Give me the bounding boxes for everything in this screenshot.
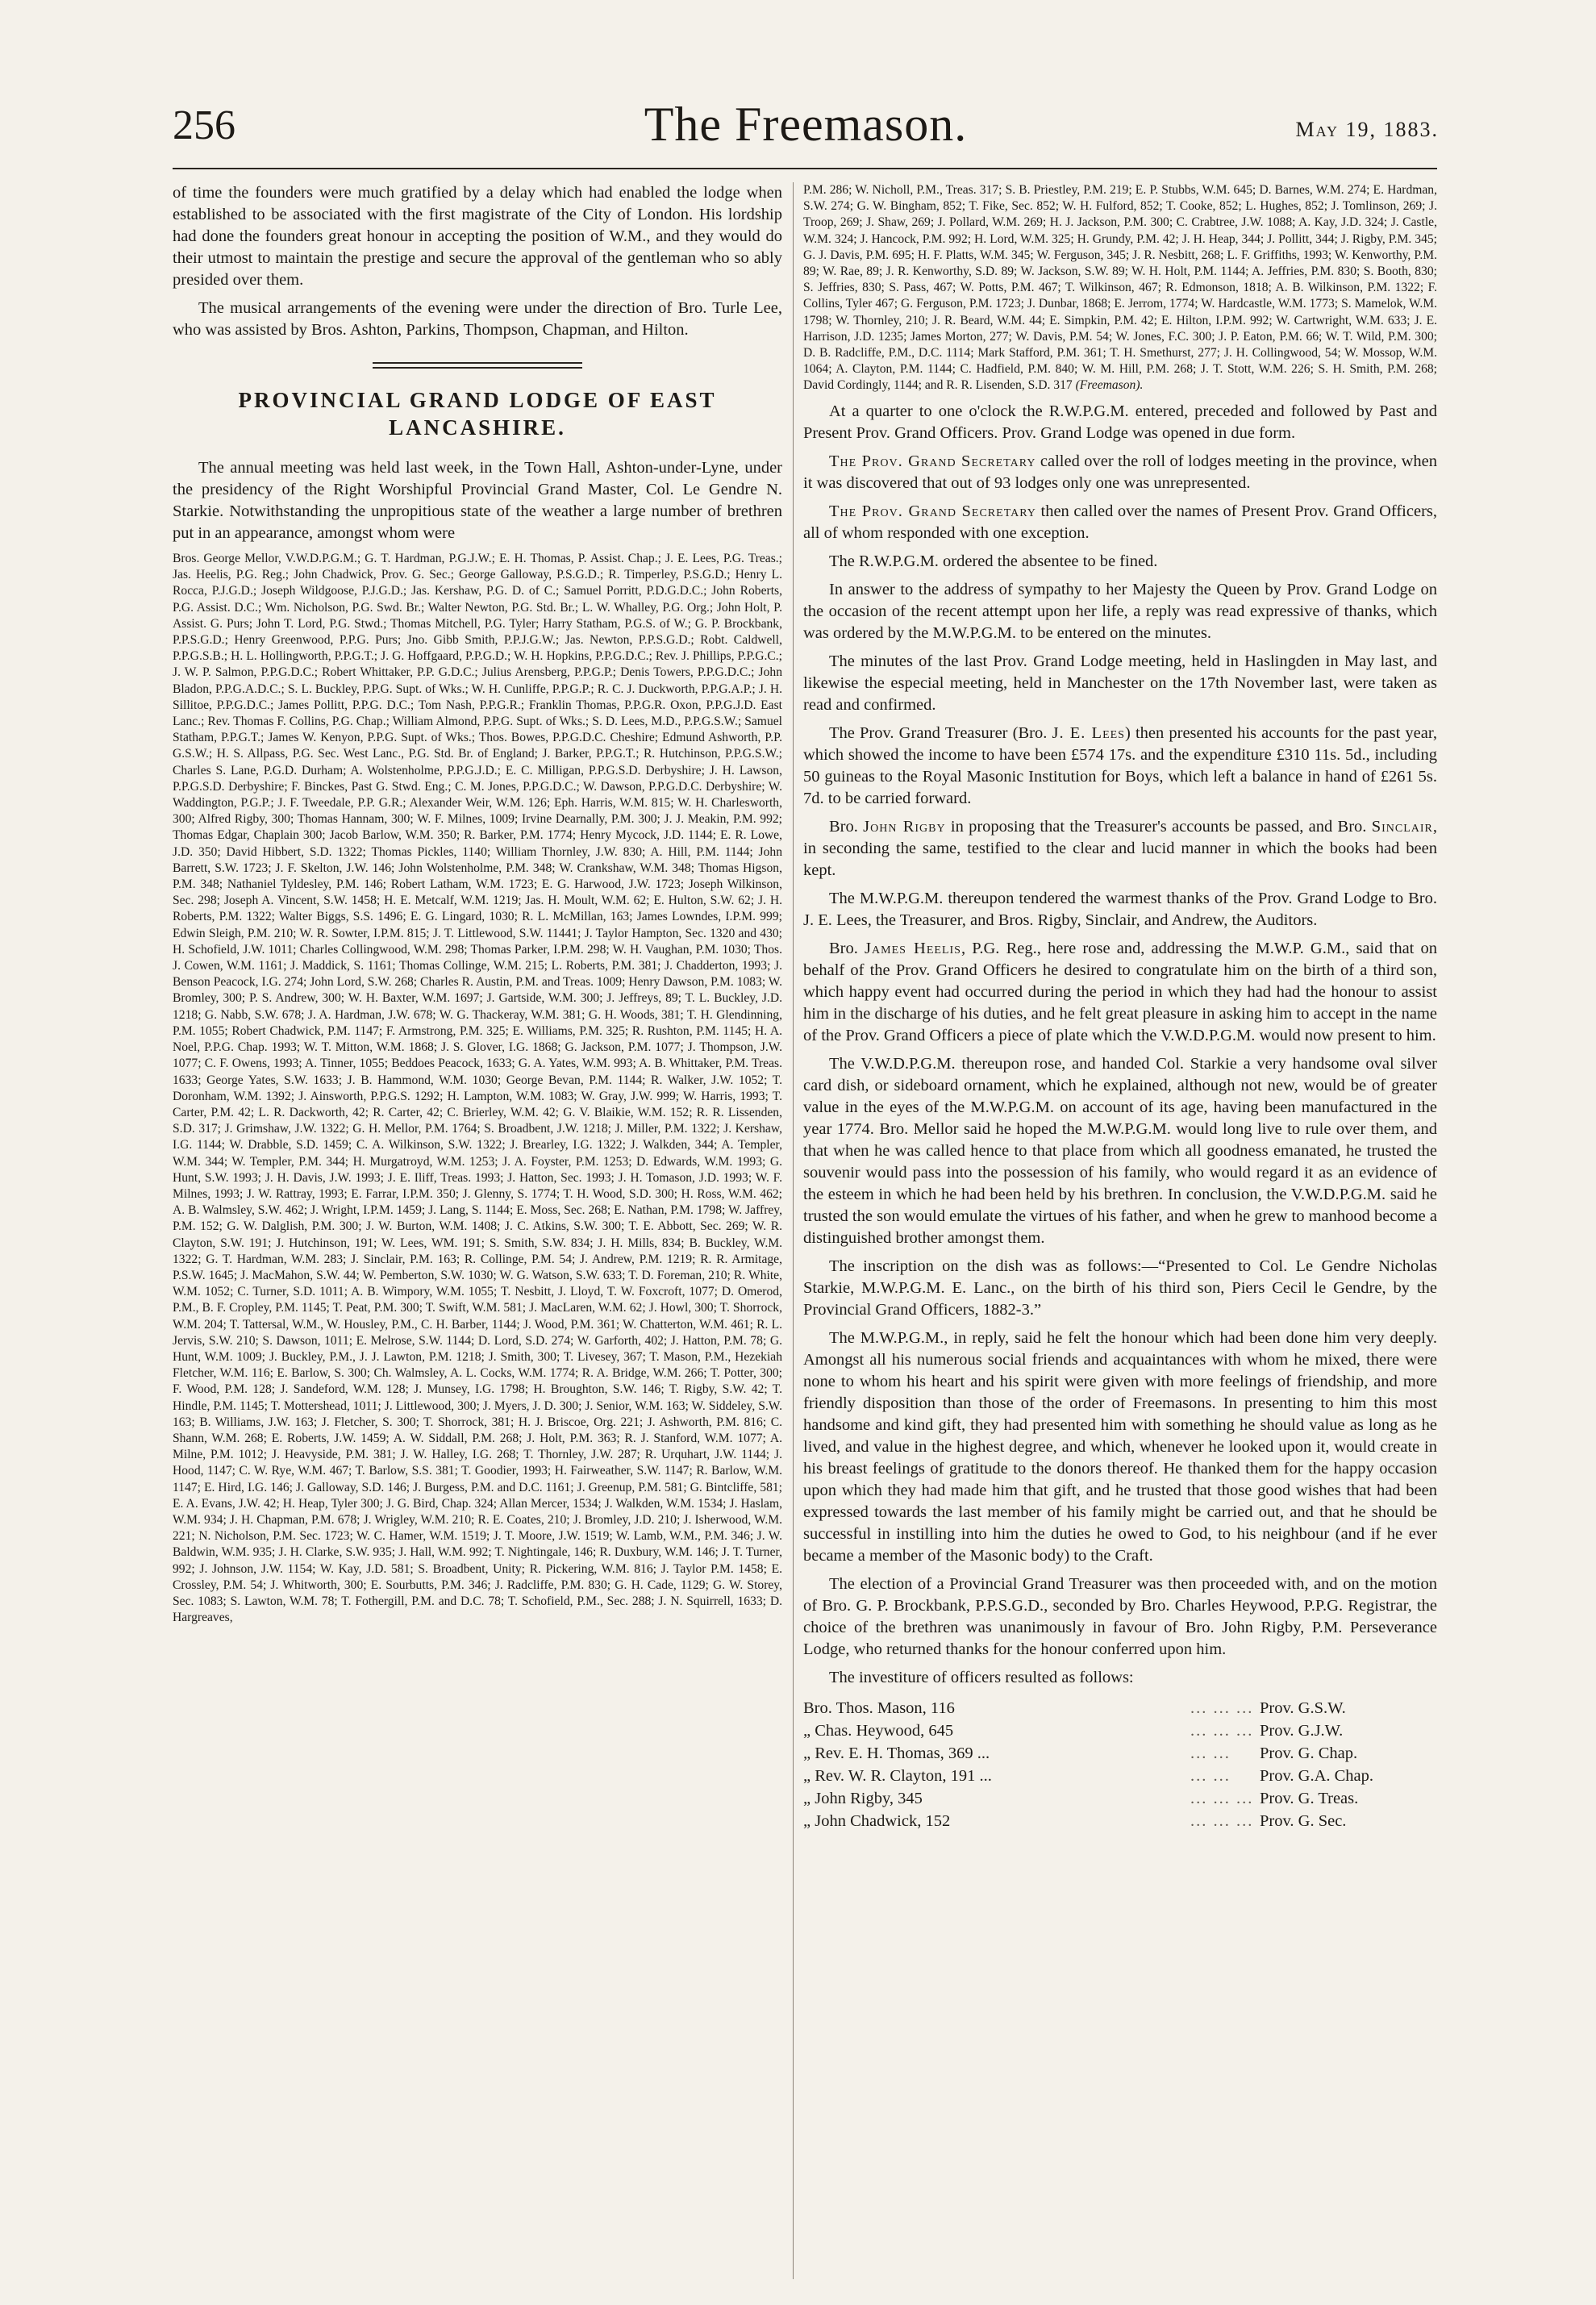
- attendance-list-text: Bros. George Mellor, V.W.D.P.G.M.; G. T. Hardman, P.G.J.W.; E. H. Thomas, P. Assist. Chap.; J. E. Lees, P.G. Treas.; Jas. Heelis, P.G. Reg.; John Chadwick, Prov. G. Sec.; George Galloway, P.S.G.D.; R. Timperley, P.S.G.D.; Henry L. Rocca, P.J.G.D.; Joseph Wildgoose, P.J.G.D.; Jas. Kershaw, P.G. D. of C.; Samuel Porritt, P.D.G.D.C.; John Roberts, P.G. Assist. D.C.; Wm. Nicholson, P.G. Swd. Br.; Walter Newton, P.G. Std. Br.; L. W. Whalley, P.G. Org.; John Holt, P. Assist. G. Purs; John T. Lord, P.G. Stwd.; Thomas Mitchell, P.G. Tyler; Harry Statham, P.G.S. of W.; G. P. Brockbank, P.P.S.G.D.; Henry Greenwood, P.P.G. Purs; Jno. Gibb Smith, P.P.J.G.W.; Jas. Newton, P.P.S.G.D.; Robt. Caldwell, P.P.G.S.B.; H. L. Hollingworth, P.P.G.T.; J. G. Hoffgaard, P.P.G.D.; W. H. Hopkins, P.P.G.D.C.; Rev. J. Phillips, P.P.G.C.; J. W. P. Salmon, P.P.G.D.C.; Robert Whittaker, P.P. G.D.C.; Julius Arensberg, P.P.G.P.; Denis Towers, P.P.G.D.C.; John Bladon, P.P.G.A.D.C.; S. L. Buckley, P.P.G. Supt. of Wks.; W. H. Cunliffe, P.P.G.P.; R. C. J. Duckworth, P.P.G.A.P.; J. H. Sillitoe, P.P.G.D.C.; James Pollitt, P.P.G. D.C.; Tom Nash, P.P.G.R.; Franklin Thomas, P.P.G.R. Oxon, P.P.G.J.D. East Lanc.; Rev. Thomas F. Collins, P.G. Chap.; William Almond, P.P.G. Supt. of Wks.; S. D. Lees, M.D., P.P.G.S.W.; Samuel Statham, P.P.G.T.; James W. Kenyon, P.P.G. Supt. of Wks.; Thos. Bowes, P.P.G.D.C. Cheshire; Edmund Ashworth, P.P. G.S.W.; H. S. Allpass, P.G. Sec. West Lanc., P.G. Std. Br. of England; J. Barker, P.P.G.T.; R. Hutchinson, P.P.G.S.W.; Charles S. Lane, P.G.D. Durham; A. Wolstenholme, P.P.G.J.D.; E. C. Milligan, P.P.G.S.D. Derbyshire; J. H. Lawson, P.P.G.S.D. Derbyshire; F. Binckes, Past G. Stwd. Eng.; C. M. Jones, P.P.G.D.C.; W. Dawson, P.P.G.D.C. Derbyshire; W. Waddington, P.G.P.; J. F. Tweedale, P.P. G.R.; Alexander Weir, W.M. 126; Eph. Harris, W.M. 815; W. H. Charlesworth, 300; Alfred Rigby, 300; Thomas Hannam, 300; W. F. Milnes, 1009; Irvine Dearnally, P.M. 300; J. J. Meakin, P.M. 992; Thomas Edgar, Chaplain 300; Jacob Barlow, W.M. 350; R. Barker, P.M. 1774; Henry Mycock, J.D. 1144; E. R. Lowe, J.D. 350; David Hibbert, S.D. 1322; Thomas Pickles, 1140; William Thornley, J.W. 830; A. Hill, P.M. 1144; John Barrett, S.W. 1723; J. F. Skelton, J.W. 146; John Wolstenholme, P.M. 348; W. Crankshaw, W.M. 348; Thomas Higson, P.M. 348; Nathaniel Tyldesley, P.M. 146; Robert Latham, W.M. 1723; E. G. Harwood, J.W. 1723; Joseph Wilkinson, Sec. 298; Joseph A. Vincent, S.W. 1458; H. E. Metcalf, W.M. 1219; Jas. H. Moult, W.M. 62; E. Hulton, S.W. 62; J. H. Roberts, P.M. 1322; Walter Biggs, S.S. 1496; E. G. Lingard, 1030; R. L. McMillan, 163; James Lowndes, I.P.M. 999; Edwin Sleigh, P.M. 210; W. R. Sowter, I.P.M. 815; J. T. Littlewood, S.W. 11441; J. Taylor Hampton, Sec. 1320 and 430; H. Schofield, J.W. 1011; Charles Collingwood, W.M. 298; Thomas Parker, I.P.M. 298; W. H. Vaughan, P.M. 1030; Thos. J. Cowen, W.M. 1161; J. Maddick, S. 1161; Thomas Collinge, W.M. 215; L. Roberts, P.M. 381; J. Chadderton, 1993; J. Benson Peacock, I.G. 274; John Lord, S.W. 268; Charles R. Austin, P.M. and Treas. 1009; Henry Dawson, P.M. 1083; W. Bromley, 300; P. S. Andrew, 300; W. H. Baxter, W.M. 1697; J. Gartside, W.M. 300; J. Jeffreys, 89; T. L. Buckley, J.D. 1218; G. Nabb, S.W. 678; J. A. Hardman, J.W. 678; W. G. Thackeray, W.M. 381; G. H. Woods, 381; T. H. Glendinning, P.M. 1055; Robert Chadwick, P.M. 1147; F. Armstrong, P.M. 325; E. Williams, P.M. 325; R. Rushton, P.M. 1145; H. A. Noel, P.P.G. Chap. 1993; W. T. Mitton, W.M. 1868; J. S. Glover, I.G. 1868; G. Jackson, P.M. 1077; J. Thompson, J.W. 1077; C. F. Owens, 1993; A. Tinner, 1055; Beddoes Peacock, 1633; G. A. Yates, W.M. 993; A. B. Whittaker, P.M. Treas. 1633; George Yates, S.W. 1633; J. B. Hammond, W.M. 1030; George Bevan, P.M. 1144; R. Walker, J.W. 1052; T. Doronham, W.M. 1392; J. Ainsworth, P.P.G.S. 1292; H. Lampton, W.M. 1083; W. Gray, J.W. 999; W. Harris, 1993; T. Carter, P.M. 42; L. R. Dackworth, 42; R. Carter, 42; C. Brierley, W.M. 42; G. V. Blaikie, W.M. 152; R. R. Lissenden, S.D. 317; J. Grimshaw, J.W. 1322; G. H. Mellor, P.M. 1764; S. Broadbent, J.W. 1218; J. Miller, P.M. 1322; J. Kershaw, I.G. 1144; W. Drabble, S.D. 1459; C. A. Wilkinson, S.W. 1322; J. Brearley, I.G. 1322; J. Walkden, 344; A. Templer, W.M. 344; W. Templer, P.M. 344; H. Murgatroyd, W.M. 1253; J. A. Foyster, P.M. 1253; D. Edwards, W.M. 1993; G. Hunt, S.W. 1993; J. H. Davis, J.W. 1993; J. E. Iliff, Treas. 1993; J. Hatton, Sec. 1993; J. H. Tomason, J.D. 1993; W. F. Milnes, 1993; J. W. Rattray, 1993; E. Farrar, I.P.M. 350; J. Glenny, S. 1774; T. H. Wood, S.D. 300; H. Ross, W.M. 462; A. B. Walmsley, S.W. 462; J. Wright, I.P.M. 1459; J. Lang, S. 1144; E. Moss, Sec. 268; E. Nathan, P.M. 1798; W. Jaffrey, P.M. 152; G. W. Dalglish, P.M. 300; J. W. Burton, W.M. 1408; J. C. Atkins, S.W. 300; T. E. Abbott, Sec. 269; W. R. Clayton, S.W. 191; J. Hutchinson, 191; W. Lees, WM. 191; S. Smith, S.W. 834; J. H. Mills, 834; B. Buckley, W.M. 1322; G. T. Hardman, W.M. 283; J. Sinclair, P.M. 163; R. Collinge, P.M. 54; J. Andrew, P.M. 1219; R. R. Armitage, P.S.W. 1645; J. MacMahon, S.W. 44; W. Pemberton, S.W. 1030; W. G. Watson, S.W. 633; T. D. Foreman, 210; R. White, W.M. 1052; C. Turner, S.D. 1011; A. B. Wimpory, W.M. 1055; T. Nesbitt, J. Lloyd, T. W. Foxcroft, 1077; D. Omerod, P.M., B. F. Cropley, P.M. 1145; T. Peat, P.M. 300; T. Swift, W.M. 581; J. MacLaren, W.M. 62; J. Howl, 300; T. Shorrock, W.M. 204; T. Tattersal, W.M., W. Housley, P.M., C. H. Barber, 1144; J. Wood, P.M. 361; W. Chatterton, W.M. 461; R. L. Jervis, S.W. 210; S. Dawson, 1011; E. Melrose, S.W. 1144; D. Lord, S.D. 274; W. Garforth, 402; J. Hatton, P.M. 78; G. Hunt, W.M. 1009; J. Buckley, P.M., J. J. Lawton, P.M. 1218; J. Smith, 300; T. Livesey, 367; T. Mason, P.M., Hezekiah Fletcher, W.M. 116; E. Barlow, S. 300; Ch. Walmsley, A. L. Cocks, W.M. 1774; R. A. Bridge, W.M. 266; T. Potter, 300; F. Wood, P.M. 128; J. Sandeford, W.M. 128; J. Munsey, I.G. 1798; H. Broughton, S.W. 146; T. Rigby, S.W. 42; T. Hindle, P.M. 1145; T. Mottershead, 1011; J. Littlewood, 300; J. Myers, J. D. 300; J. Senior, W.M. 163; W. Siddeley, S.W. 163; B. Williams, J.W. 163; J. Fletcher, S. 300; T. Shorrock, 381; H. J. Briscoe, Org. 221; J. Ashworth, P.M. 816; C. Shann, W.M. 268; E. Roberts, J.W. 1459; A. W. Siddall, P.M. 268; J. Holt, P.M. 363; R. J. Stanford, W.M. 1077; A. Milne, P.M. 1012; J. Heavyside, P.M. 381; J. W. Halley, I.G. 268; T. Thornley, J.W. 287; R. Urquhart, J.W. 1144; J. Hood, 1147; C. W. Rye, W.M. 467; T. Barlow, S.S. 381; T. Goodier, 1993; H. Fairweather, S.W. 1147; R. Barlow, W.M. 1147; E. Hird, I.G. 146; J. Galloway, S.D. 146; J. Burgess, P.M. and D.C. 1161; J. Greenup, P.M. 581; G. Bintcliffe, 581; E. A. Evans, J.W. 42; H. Heap, Tyler 300; J. G. Bird, Chap. 324; Allan Mercer, 1534; J. Walkden, W.M. 1534; J. Haslam, W.M. 934; J. H. Chapman, P.M. 678; J. Wrigley, W.M. 210; R. E. Coates, 210; J. Bromley, J.D. 210; J. Isherwood, W.M. 221; N. Nicholson, P.M. Sec. 1723; W. C. Hamer, W.M. 1519; J. T. Moore, J.W. 1519; W. Lamb, W.M., P.M. 346; J. W. Baldwin, W.M. 935; J. H. Clarke, S.W. 935; J. Hall, W.M. 992; T. Nightingale, 146; R. Duxbury, W.M. 146; J. T. Turner, 992; J. Johnson, J.W. 1154; W. Kay, J.D. 581; S. Broadbent, Unity; R. Pickering, W.M. 816; J. Taylor P.M. 1458; E. Crossley, P.M. 54; J. Whitworth, 300; E. Sourbutts, P.M. 346; J. Radcliffe, P.M. 830; G. H. Cade, 1129; G. W. Storey, Sec. 1083; S. Lawton, W.M. 78; T. Fothergill, P.M. and D.C. 78; T. Schofield, P.M., Sec. 288; J. N. Squirrell, 1633; D. Hargreaves,: [173, 552, 782, 1625]
- roll-paragraph: [803, 451, 1437, 494]
- right-column: [803, 182, 1437, 1832]
- officer-name: „ Rev. E. H. Thomas, 369 ...: [803, 1744, 990, 1762]
- officer-row: [803, 1787, 1437, 1810]
- proceedings-text: [803, 401, 1437, 1689]
- fined-paragraph: The R.W.P.G.M. ordered the absentee to be fined.: [829, 552, 1158, 570]
- left-column: [173, 182, 782, 1626]
- officer-leader-dots: ... ... ...: [1190, 1721, 1254, 1740]
- opening-proceedings-paragraph: At a quarter to one o'clock the R.W.P.G.M. entered, preceded and followed by Past and Present Prov. Grand Officers. Prov. Grand Lodge was opened in due form.: [803, 402, 1437, 442]
- opening-text: [173, 457, 782, 544]
- column-divider: [793, 182, 794, 2279]
- officer-row: [803, 1810, 1437, 1832]
- rigby-part-b: in proposing that the Treasurer's accounts be passed, and Bro.: [945, 817, 1372, 836]
- rigby-part-c: , in seconding the same, testified to the clear and lucid manner in which the books had been kept.: [803, 817, 1437, 879]
- names-paragraph: [803, 501, 1437, 544]
- intro-text: [173, 182, 782, 341]
- officer-office: Prov. G.S.W.: [1260, 1699, 1346, 1717]
- heelis-part-a: Bro.: [829, 939, 865, 957]
- officer-row: [803, 1742, 1437, 1765]
- officer-leader-dots: ... ...: [1190, 1766, 1231, 1785]
- officer-leader-dots: ... ... ...: [1190, 1789, 1254, 1807]
- sympathy-paragraph: In answer to the address of sympathy to her Majesty the Queen by Prov. Grand Lodge on the occasion of the recent attempt upon her life, a reply was read expressive of thanks, which was ordered by the M.W.P.G.M. to be entered on the minutes.: [803, 580, 1437, 642]
- issue-date: May 19, 1883.: [1295, 118, 1439, 141]
- opening-paragraph: The annual meeting was held last week, in the Town Hall, Ashton-under-Lyne, under the presidency of the Right Worshipful Provincial Grand Master, Col. Le Gendre N. Starkie. Notwithstanding the unpropitious state of the weather a large number of brethren put in an appearance, amongst whom were: [173, 459, 782, 542]
- officer-leader-dots: ... ...: [1190, 1744, 1231, 1762]
- rigby-part-a: Bro.: [829, 817, 864, 836]
- masthead-rule: [173, 168, 1437, 169]
- rigby-paragraph: [803, 816, 1437, 882]
- thanks-paragraph: The M.W.P.G.M. thereupon tendered the warmest thanks of the Prov. Grand Lodge to Bro. J. E. Lees, the Treasurer, and Bros. Rigby, Sinclair, and Andrew, the Auditors.: [803, 889, 1437, 929]
- election-paragraph: The election of a Provincial Grand Treasurer was then proceeded with, and on the motion of Bro. G. P. Brockbank, P.P.S.G.D., seconded by Bro. Charles Heywood, P.P.G. Registrar, the choice of the brethren was unanimously in favour of Bro. John Rigby, P.M. Perseverance Lodge, who returned thanks for the honour conferred upon him.: [803, 1574, 1437, 1658]
- officer-name: „ John Chadwick, 152: [803, 1811, 951, 1830]
- names-body: then called over the names of Present Prov. Grand Officers, all of whom responded with one exception.: [803, 502, 1437, 542]
- officer-leader-dots: ... ... ...: [1190, 1699, 1254, 1717]
- roll-lead: The Prov. Grand Secretary: [829, 452, 1036, 470]
- officer-office: Prov. G.J.W.: [1260, 1721, 1344, 1740]
- reply-paragraph: The M.W.P.G.M., in reply, said he felt the honour which had been done him very deeply. Amongst all his numerous social friends and acquaintances with whom he mixed, there were none to whom his heart and his spirit were given with more feelings of friendship, and more friendly disposition than those of the order of Freemasons. In presenting to him this most handsome and kind gift, they had presented him with something he should value as long as he lived, and value in the highest degree, and which, whenever he looked upon it, would create in his breast feelings of gratitude to the donors thereof. He thanked them for the happy occasion upon which they had made him that gift, and he trusted that those good wishes that had been expressed towards the last member of his family might be carried out, and that he should be successful in instilling into him the duties he owed to God, to his neighbour (and if he ever became a member of the Masonic body) to the Craft.: [803, 1328, 1437, 1565]
- heelis-paragraph: [803, 938, 1437, 1047]
- heelis-part-b: , P.G. Reg., here rose and, addressing the M.W.P. G.M., said that on behalf of the Prov. Grand Officers he desired to congratulate him on the birth of a third son, which happy event had occurred during the period in which they had had the honour to assist him in the discharge of his duties, and he felt great pleasure in asking him to accept in the name of the Prov. Grand Officers a piece of plate which the V.W.D.P.G.M. would now present to him.: [803, 939, 1437, 1044]
- attendance-list-continued: [803, 182, 1437, 394]
- dish-paragraph: The V.W.D.P.G.M. thereupon rose, and handed Col. Starkie a very handsome oval silver card dish, or sideboard ornament, which he explained, although not new, would be of greater value in the eyes of the M.W.P.G.M. on account of its age, having been manufactured in the year 1774. Bro. Mellor said he hoped the M.W.P.G.M. would long live to rule over them, and that when he was called hence to that place from which all goodness emanated, he trusted the souvenir would pass into the possession of his family, who would regard it as an evidence of the esteem in which he had been held by his brethren. In conclusion, the V.W.D.P.G.M. said he trusted the son would emulate the virtues of his father, and when he grew to manhood become a distinguished brother amongst them.: [803, 1054, 1437, 1247]
- heelis-name: James Heelis: [865, 939, 961, 957]
- officer-name: „ Rev. W. R. Clayton, 191 ...: [803, 1766, 992, 1785]
- intro-paragraph-2: The musical arrangements of the evening were under the direction of Bro. Turle Lee, who was assisted by Bros. Ashton, Parkins, Thompson, Chapman, and Hilton.: [173, 299, 782, 339]
- roll-body: called over the roll of lodges meeting in the province, when it was discovered that out of 93 lodges only one was unrepresented.: [803, 452, 1437, 492]
- section-title: PROVINCIAL GRAND LODGE OF EAST LANCASHIRE.: [238, 388, 717, 440]
- officer-office: Prov. G.A. Chap.: [1260, 1766, 1374, 1785]
- investiture-paragraph: The investiture of officers resulted as follows:: [829, 1668, 1134, 1686]
- treasurer-part-a: The Prov. Grand Treasurer (Bro.: [829, 723, 1052, 742]
- section-divider: [373, 362, 582, 369]
- rigby-name: John Rigby: [863, 817, 946, 836]
- page-number: 256: [173, 102, 235, 148]
- minutes-paragraph: The minutes of the last Prov. Grand Lodge meeting, held in Haslingden in May last, and likewise the especial meeting, held in Manchester on the 17th November last, were taken as read and confirmed.: [803, 652, 1437, 714]
- officer-leader-dots: ... ... ...: [1190, 1811, 1254, 1830]
- treasurer-paragraph: [803, 723, 1437, 810]
- attendance-continued-text: [803, 182, 1437, 394]
- officer-row: [803, 1765, 1437, 1787]
- treasurer-name: J. E. Lees: [1052, 723, 1125, 742]
- officer-row: [803, 1697, 1437, 1719]
- masthead: [173, 97, 1439, 161]
- officer-row: [803, 1719, 1437, 1742]
- newspaper-title: The Freemason.: [644, 98, 968, 151]
- officer-name: „ John Rigby, 345: [803, 1789, 923, 1807]
- officer-office: Prov. G. Chap.: [1260, 1744, 1358, 1762]
- officer-office: Prov. G. Treas.: [1260, 1789, 1359, 1807]
- intro-paragraph-1: of time the founders were much gratified by a delay which had enabled the lodge when established to be associated with the first magistrate of the City of London. His lordship had done the founders great honour in accepting the position of W.M., and they would do their utmost to maintain the prestige and secure the approval of the gentleman who so ably presided over them.: [173, 184, 782, 289]
- inscription-paragraph: The inscription on the dish was as follows:—“Presented to Col. Le Gendre Nicholas Starkie, M.W.P.G.M. E. Lanc., on the birth of his third son, Piers Cecil le Gendre, by the Provincial Grand Officers, 1882-3.”: [803, 1257, 1437, 1319]
- attendance-source: (Freemason).: [1075, 378, 1144, 393]
- officer-office: Prov. G. Sec.: [1260, 1811, 1347, 1830]
- names-lead: The Prov. Grand Secretary: [829, 502, 1036, 520]
- officer-name: Bro. Thos. Mason, 116: [803, 1699, 955, 1717]
- officers-list: [803, 1697, 1437, 1832]
- attendance-continued-body: P.M. 286; W. Nicholl, P.M., Treas. 317; S. B. Priestley, P.M. 219; E. P. Stubbs, W.M. 645; D. Barnes, W.M. 274; E. Hardman, S.W. 274; G. W. Bingham, 852; T. Fike, Sec. 852; W. H. Fulford, 852; T. Cooke, 852; L. Hughes, 852; J. Tomlinson, 269; J. Troop, 269; J. Shaw, 269; J. Pollard, W.M. 269; H. J. Jackson, P.M. 300; C. Crabtree, J.W. 1088; A. Kay, J.D. 324; J. Castle, W.M. 324; J. Hancock, P.M. 992; H. Lord, W.M. 325; H. Grundy, P.M. 42; J. H. Heap, 344; J. Pollitt, 344; J. Rigby, P.M. 345; G. J. Davis, P.M. 695; H. F. Platts, W.M. 345; W. Ferguson, 345; J. R. Nesbitt, 268; L. F. Griffiths, 1993; W. Kenworthy, P.M. 89; W. Rae, 89; J. R. Kenworthy, S.D. 89; W. Jackson, S.W. 89; W. H. Holt, P.M. 1144; A. Jeffries, P.M. 830; S. Booth, 830; S. Jeffries, 830; S. Pass, 467; W. Potts, P.M. 467; T. Wilkinson, 467; R. Edmonson, 1818; A. B. Wilkinson, P.M. 1322; F. Collins, Tyler 467; G. Ferguson, P.M. 1723; J. Dunbar, 1868; E. Jerrom, 1774; W. Hardcastle, W.M. 1773; S. Mamelok, W.M. 1798; W. Thornley, 210; J. R. Beard, W.M. 44; E. Simpkin, P.M. 42; E. Hilton, I.P.M. 992; W. Cartwright, W.M. 633; J. E. Harrison, J.D. 1235; James Morton, 277; W. Davis, P.M. 54; W. Jones, F.C. 300; J. P. Eaton, P.M. 66; W. T. Wild, P.M. 300; D. B. Radcliffe, P.M., D.C. 1114; Mark Stafford, P.M. 361; T. H. Smethurst, 277; J. H. Collingwood, 54; W. Mossop, W.M. 1064; A. Clayton, P.M. 1144; C. Hadfield, P.M. 840; W. M. Hill, P.M. 268; J. T. Stott, W.M. 226; S. H. Smith, P.M. 268; David Cordingly, 1144; and R. R. Lisenden, S.D. 317: [803, 183, 1437, 393]
- officer-name: „ Chas. Heywood, 645: [803, 1721, 954, 1740]
- sinclair-name: Sinclair: [1371, 817, 1433, 836]
- attendance-list: [173, 551, 782, 1626]
- treasurer-part-b: ) then presented his accounts for the past year, which showed the income to have been £574 17s. and the expenditure £310 11s. 5d., including 50 guineas to the Royal Masonic Institution for Boys, which left a balance in hand of £261 5s. 7d. to be carried forward.: [803, 723, 1437, 807]
